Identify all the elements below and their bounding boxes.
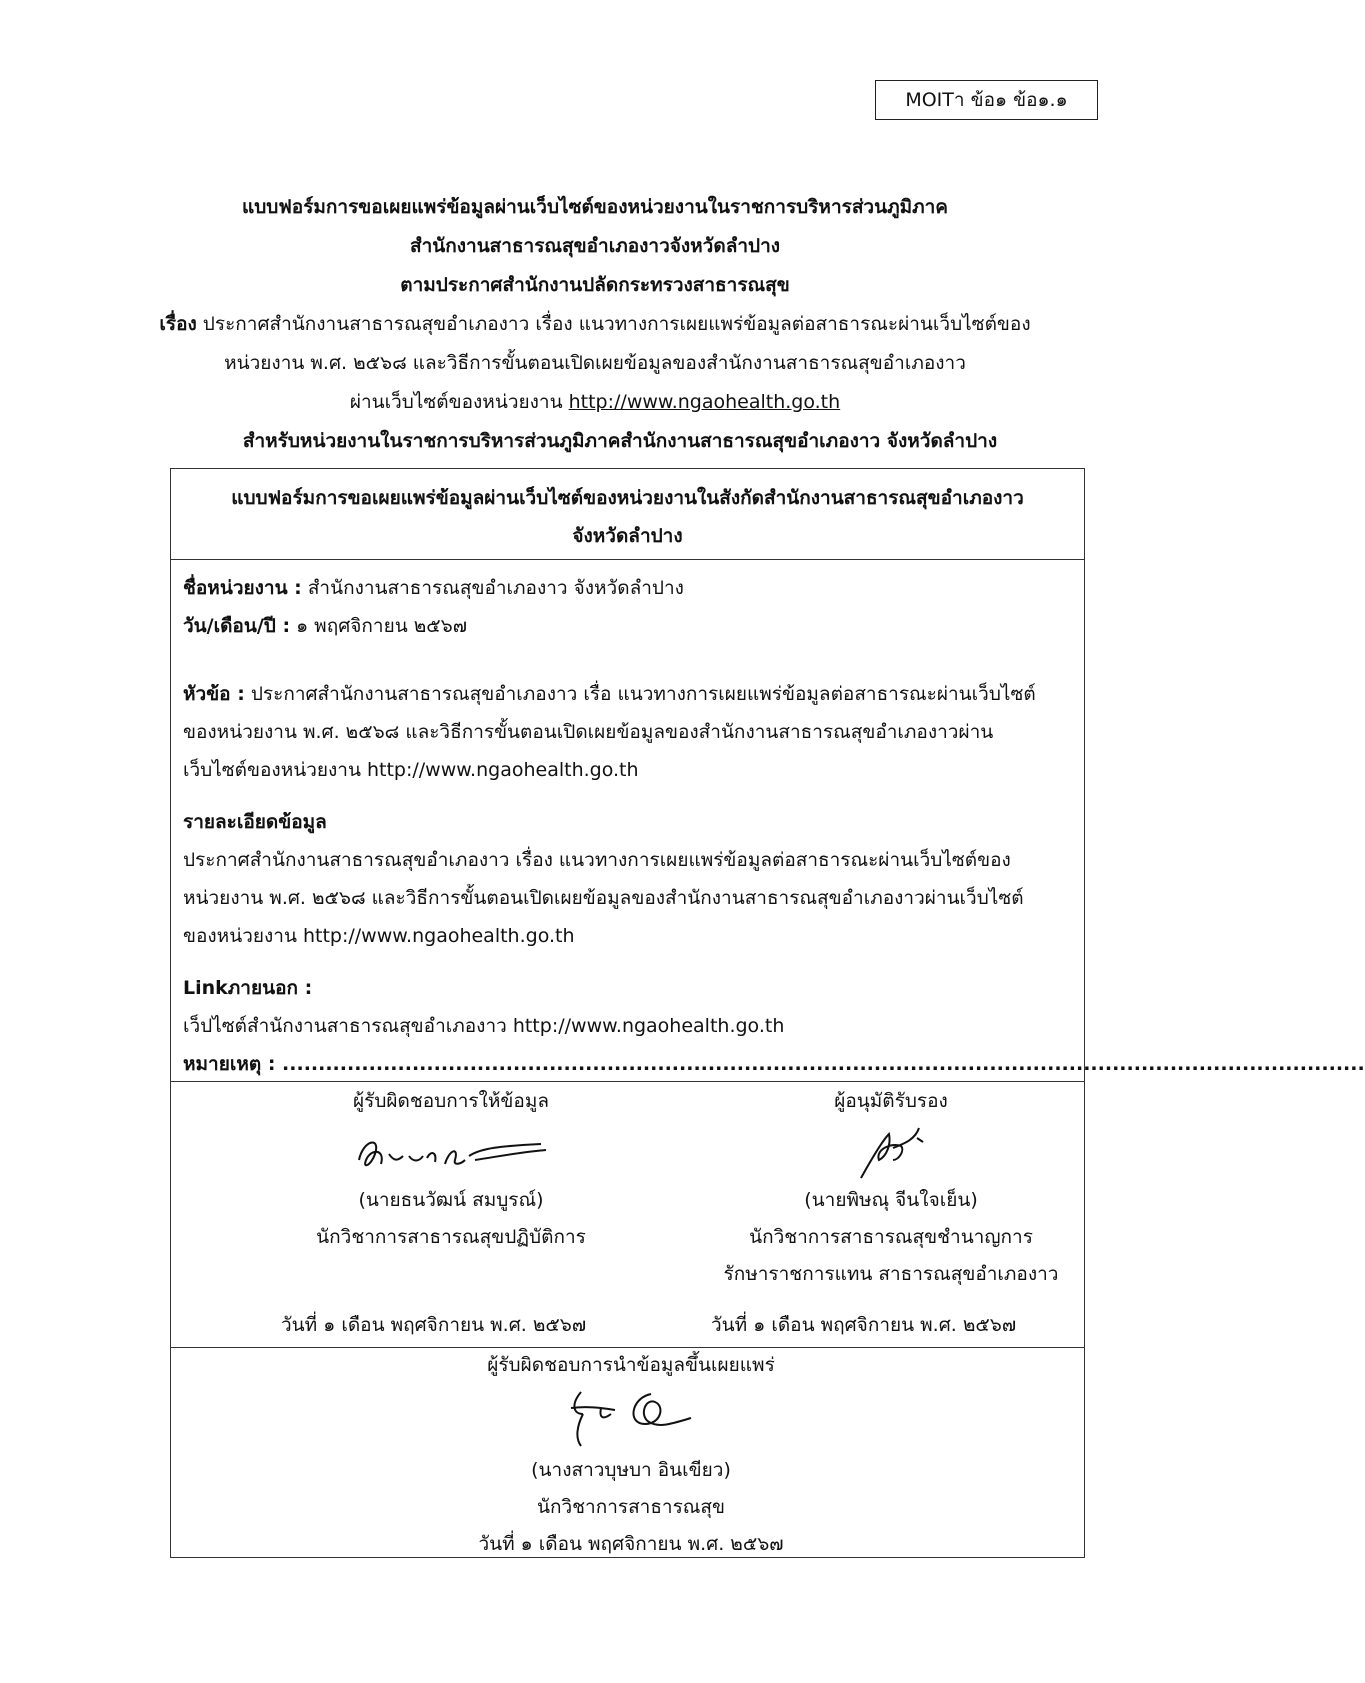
divider	[171, 1081, 1084, 1082]
header-line-3: ตามประกาศสำนักงานปลัดกระทรวงสาธารณสุข	[400, 274, 790, 296]
reference-code-box	[875, 80, 1098, 120]
responsible-position: นักวิชาการสาธารณสุขปฏิบัติการ	[316, 1226, 586, 1248]
responsible-heading: ผู้รับผิดชอบการให้ข้อมูล	[353, 1090, 549, 1112]
responsible-signature-block	[281, 1083, 621, 1256]
subject-text-3: ผ่านเว็บไซต์ของหน่วยงาน	[349, 391, 569, 413]
approver-position-2: รักษาราชการแทน สาธารณสุขอำเภองาว	[723, 1263, 1059, 1285]
publisher-date: วันที่ ๑ เดือน พฤศจิกายน พ.ศ. ๒๕๖๗	[478, 1533, 784, 1555]
header-line-2: สำนักงานสาธารณสุขอำเภองาวจังหวัดลำปาง	[409, 235, 781, 257]
form-title-line-2: จังหวัดลำปาง	[572, 525, 683, 547]
note-row	[183, 1045, 1365, 1083]
topic-line-2: ของหน่วยงาน พ.ศ. ๒๕๖๘ และวิธีการขั้นตอนเปิดเผยข้อมูลของสำนักงานสาธารณสุขอำเภองาวผ่าน	[183, 721, 994, 743]
header-line-1: แบบฟอร์มการขอเผยแพร่ข้อมูลผ่านเว็บไซต์ของหน่วยงานในราชการบริหารส่วนภูมิภาค	[241, 196, 949, 218]
approver-position: นักวิชาการสาธารณสุขชำนาญการ	[749, 1226, 1033, 1248]
subject-link[interactable]: http://www.ngaohealth.go.th	[568, 391, 841, 413]
agency-label: ชื่อหน่วยงาน :	[183, 577, 302, 599]
topic-line-3: เว็บไซต์ของหน่วยงาน http://www.ngaohealth.go.th	[183, 759, 639, 781]
topic-label: หัวข้อ :	[183, 683, 245, 705]
date-value: ๑ พฤศจิกายน ๒๕๖๗	[290, 615, 467, 637]
topic-row	[183, 675, 1072, 713]
details-line-1: ประกาศสำนักงานสาธารณสุขอำเภองาว เรื่อง แนวทางการเผยแพร่ข้อมูลต่อสาธารณะผ่านเว็บไซต์ของ	[183, 849, 1011, 871]
approver-name: (นายพิษณุ จีนใจเย็น)	[804, 1189, 978, 1211]
publisher-position: นักวิชาการสาธารณสุข	[536, 1496, 726, 1518]
date-row	[183, 607, 1072, 645]
divider	[171, 559, 1084, 560]
subject-line-3	[120, 383, 1070, 422]
note-value: ......................................................................................................................................................	[275, 1053, 1365, 1075]
form-title-line-1: แบบฟอร์มการขอเผยแพร่ข้อมูลผ่านเว็บไซต์ของหน่วยงานในสังกัดสำนักงานสาธารณสุขอำเภองาว	[231, 487, 1024, 509]
subject-line-1	[120, 305, 1070, 344]
responsible-date: วันที่ ๑ เดือน พฤศจิกายน พ.ศ. ๒๕๖๗	[281, 1314, 587, 1336]
external-link-value: เว็ปไซต์สำนักงานสาธารณสุขอำเภองาว http://www.ngaohealth.go.th	[183, 1015, 785, 1037]
request-form	[170, 468, 1365, 1558]
form-body	[183, 569, 1365, 1083]
responsible-name: (นายธนวัฒน์ สมบูรณ์)	[358, 1189, 544, 1211]
for-agency-line: สำหรับหน่วยงานในราชการบริหารส่วนภูมิภาคสำนักงานสาธารณสุขอำเภองาว จังหวัดลำปาง	[242, 430, 998, 452]
approver-signature-block	[711, 1083, 1071, 1293]
reference-code: MOITา ข้อ๑ ข้อ๑.๑	[905, 89, 1068, 111]
approver-date: วันที่ ๑ เดือน พฤศจิกายน พ.ศ. ๒๕๖๗	[711, 1314, 1017, 1336]
subject-label: เรื่อง	[159, 313, 197, 335]
agency-value: สำนักงานสาธารณสุขอำเภองาว จังหวัดลำปาง	[301, 577, 684, 599]
approver-signature	[831, 1120, 951, 1182]
publisher-signature-block	[411, 1347, 851, 1563]
publisher-heading: ผู้รับผิดชอบการนำข้อมูลขึ้นเผยแพร่	[487, 1354, 775, 1376]
details-line-3: ของหน่วยงาน http://www.ngaohealth.go.th	[183, 925, 575, 947]
document-header	[120, 188, 1070, 461]
agency-row	[183, 569, 1072, 607]
topic-line-1: ประกาศสำนักงานสาธารณสุขอำเภองาว เรื่อ แนวทางการเผยแพร่ข้อมูลต่อสาธารณะผ่านเว็บไซต์	[244, 683, 1036, 705]
date-label: วัน/เดือน/ปี :	[183, 615, 291, 637]
form-title	[171, 479, 1084, 555]
responsible-signature	[341, 1120, 561, 1182]
details-line-2: หน่วยงาน พ.ศ. ๒๕๖๘ และวิธีการขั้นตอนเปิดเผยข้อมูลของสำนักงานสาธารณสุขอำเภองาวผ่านเว็บไซต์	[183, 887, 1024, 909]
note-label: หมายเหตุ :	[183, 1053, 276, 1075]
publisher-name: (นางสาวบุษบา อินเขียว)	[531, 1459, 731, 1481]
approver-heading: ผู้อนุมัติรับรอง	[834, 1090, 948, 1112]
external-link-label: Linkภายนอก :	[183, 977, 313, 999]
subject-text-1: ประกาศสำนักงานสาธารณสุขอำเภองาว เรื่อง แนวทางการเผยแพร่ข้อมูลต่อสาธารณะผ่านเว็บไซต์ของ	[196, 313, 1031, 335]
subject-line-2: หน่วยงาน พ.ศ. ๒๕๖๘ และวิธีการขั้นตอนเปิดเผยข้อมูลของสำนักงานสาธารณสุขอำเภองาว	[224, 352, 966, 374]
publisher-signature	[541, 1384, 721, 1452]
details-label: รายละเอียดข้อมูล	[183, 811, 327, 833]
